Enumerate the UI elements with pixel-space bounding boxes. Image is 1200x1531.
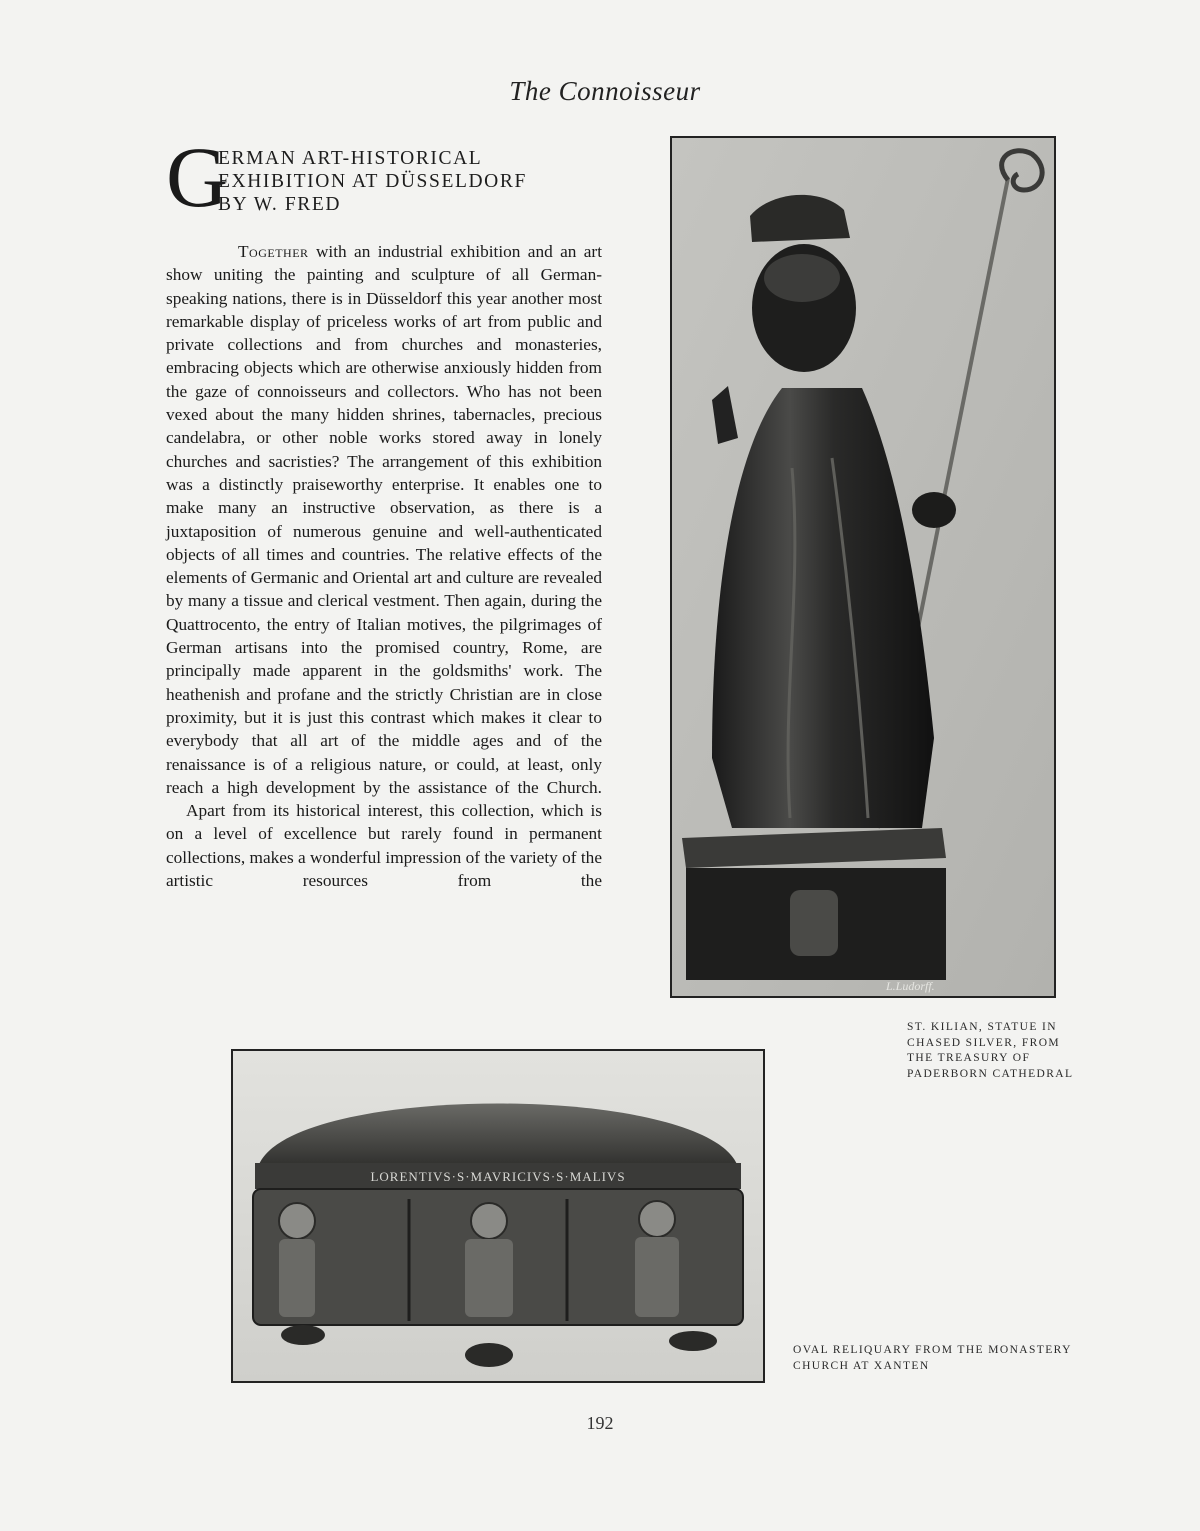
photographer-signature: L.Ludorff. xyxy=(886,979,935,993)
statue-caption-line-1: ST. KILIAN, STATUE IN xyxy=(907,1021,1057,1033)
article-title xyxy=(166,129,586,225)
article-body xyxy=(166,240,602,892)
reliquary-photograph xyxy=(231,1049,765,1383)
paragraph-2-text: Apart from its historical interest, this collection, which is on a level of excellence but rarely found in permanent collections, makes a wonderful impression of the variety of the artistic resources from the xyxy=(166,801,602,891)
title-line-2: EXHIBITION AT DÜSSELDORF xyxy=(218,171,527,192)
paragraph-1-text: with an industrial exhibition and an art show uniting the painting and sculpture of all German-speaking nations, there is in Düsseldorf this year another most remarkable display of priceless works of art from public and private collections and from churches and monasteries, embracing objects which are otherwise anxiously hidden from the gaze of connoisseurs and collectors. Who has not been vexed about the many hidden shrines, tabernacles, precious candelabra, or other noble works stored away in lonely churches and sacristies? The arrangement of this exhibition was a distinctly praiseworthy enterprise. It enables one to make many an instructive observation, as there is a juxtaposition of numerous genuine and well-authenticated objects of all times and countries. The relative effects of the elements of Germanic and Oriental art and culture are revealed by many a tissue and clerical vestment. Then again, during the Quattrocento, the entry of Italian motives, the pilgrimages of German artisans into the promised country, Rome, are principally made apparent in the goldsmiths' work. The heathenish and profane and the strictly Christian are in close proximity, but it is just this contrast which makes it clear to everybody that all art of the middle ages and of the renaissance is of a religious nature, or could, at least, only reach a high development by the assistance of the Church. xyxy=(166,242,602,797)
title-line-3: BY W. FRED xyxy=(218,194,342,215)
statue-caption-line-4: PADERBORN CATHEDRAL xyxy=(907,1067,1074,1080)
title-line-1: ERMAN ART-HISTORICAL xyxy=(218,148,483,169)
paragraph-2 xyxy=(166,799,602,892)
statue-photograph xyxy=(670,136,1056,998)
running-title: The Connoisseur xyxy=(509,76,701,106)
reliquary-caption-line-2: CHURCH AT XANTEN xyxy=(793,1359,930,1372)
paragraph-1 xyxy=(166,240,602,799)
statue-caption xyxy=(907,1020,1073,1082)
statue-caption-line-3: THE TREASURY OF xyxy=(907,1052,1031,1064)
statue-illustration xyxy=(672,138,1054,996)
reliquary-inscription: LORENTIVS·S·MAVRICIVS·S·MALIVS xyxy=(370,1169,626,1184)
reliquary-illustration xyxy=(233,1051,763,1381)
lead-word: Together xyxy=(238,242,309,261)
drop-cap: G xyxy=(166,129,229,225)
reliquary-caption-line-1: OVAL RELIQUARY FROM THE MONASTERY xyxy=(793,1344,1072,1356)
statue-caption-line-2: CHASED SILVER, FROM xyxy=(907,1036,1061,1049)
reliquary-caption xyxy=(793,1343,1072,1374)
page-number: 192 xyxy=(586,1413,614,1433)
